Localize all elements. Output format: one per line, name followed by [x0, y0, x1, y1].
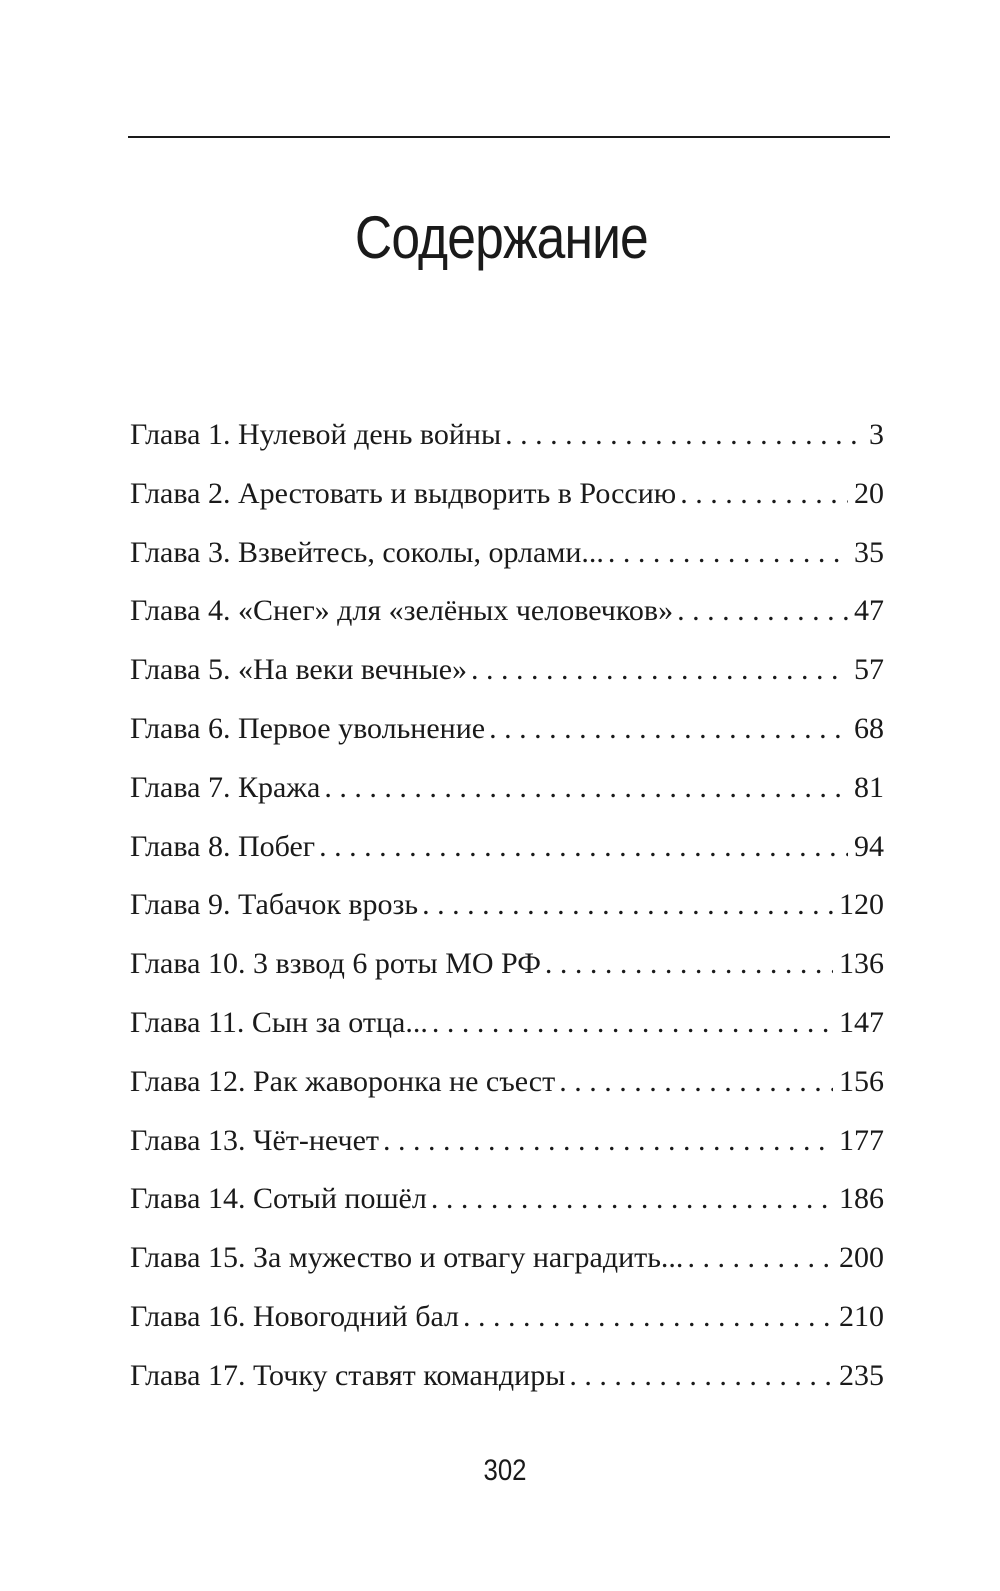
toc-entry[interactable]: [130, 994, 884, 1053]
toc-entry[interactable]: [130, 935, 884, 994]
toc-dot-leader: [319, 818, 848, 877]
toc-entry[interactable]: [130, 876, 884, 935]
toc-entry-title: Глава 9. Табачок врозь: [130, 888, 419, 922]
header-rule: [128, 136, 890, 138]
toc-entry-page: 210: [839, 1299, 884, 1333]
toc-dot-leader: [559, 1053, 833, 1112]
toc-entry-page: 47: [854, 594, 884, 628]
toc-dot-leader: [569, 1347, 833, 1406]
toc-entry-page: 35: [854, 535, 884, 569]
toc-dot-leader: [489, 700, 848, 759]
toc-dot-leader: [432, 994, 833, 1053]
toc-entry-page: 200: [839, 1241, 884, 1275]
table-of-contents: [130, 406, 884, 1406]
toc-entry[interactable]: [130, 1347, 884, 1406]
toc-entry[interactable]: [130, 818, 884, 877]
toc-entry-title: Глава 12. Рак жаворонка не съест: [130, 1064, 556, 1098]
toc-entry-title: Глава 14. Сотый пошёл: [130, 1182, 427, 1216]
toc-entry-page: 81: [854, 770, 884, 804]
toc-dot-leader: [545, 935, 833, 994]
toc-entry-title: Глава 13. Чёт-нечет: [130, 1123, 380, 1157]
toc-entry-title: Глава 4. «Снег» для «зелёных человечков»: [130, 594, 674, 628]
toc-dot-leader: [383, 1112, 833, 1171]
toc-entry-title: Глава 11. Сын за отца...: [130, 1005, 428, 1039]
toc-entry[interactable]: [130, 1288, 884, 1347]
toc-dot-leader: [422, 876, 833, 935]
page-number: 302: [483, 1454, 527, 1487]
toc-entry-title: Глава 6. Первое увольнение: [130, 711, 486, 745]
toc-entry[interactable]: [130, 641, 884, 700]
toc-dot-leader: [431, 1170, 833, 1229]
toc-entry-page: 147: [839, 1005, 884, 1039]
toc-dot-leader: [677, 582, 848, 641]
toc-entry[interactable]: [130, 1053, 884, 1112]
toc-dot-leader: [680, 465, 848, 524]
toc-entry-title: Глава 15. За мужество и отвагу наградить...: [130, 1241, 684, 1275]
toc-entry[interactable]: [130, 582, 884, 641]
toc-entry-title: Глава 8. Побег: [130, 829, 316, 863]
toc-entry-page: 94: [854, 829, 884, 863]
toc-entry-page: 177: [839, 1123, 884, 1157]
toc-entry-page: 235: [839, 1358, 884, 1392]
toc-entry-page: 136: [839, 947, 884, 981]
toc-entry[interactable]: [130, 1112, 884, 1171]
toc-dot-leader: [608, 524, 848, 583]
page-title: Содержание: [354, 204, 648, 272]
toc-entry-title: Глава 7. Кража: [130, 770, 321, 804]
toc-dot-leader: [471, 641, 848, 700]
toc-entry[interactable]: [130, 1170, 884, 1229]
toc-entry[interactable]: [130, 406, 884, 465]
toc-dot-leader: [463, 1288, 833, 1347]
toc-entry-title: Глава 17. Точку ставят командиры: [130, 1358, 566, 1392]
toc-entry[interactable]: [130, 1229, 884, 1288]
toc-dot-leader: [324, 759, 848, 818]
toc-entry-title: Глава 5. «На веки вечные»: [130, 653, 468, 687]
toc-entry-title: Глава 16. Новогодний бал: [130, 1299, 460, 1333]
toc-entry-page: 20: [854, 476, 884, 510]
toc-entry-page: 120: [839, 888, 884, 922]
toc-entry[interactable]: [130, 759, 884, 818]
toc-entry[interactable]: [130, 700, 884, 759]
toc-entry[interactable]: [130, 524, 884, 583]
toc-entry-page: 156: [839, 1064, 884, 1098]
toc-entry-title: Глава 2. Арестовать и выдворить в Россию: [130, 476, 677, 510]
toc-entry-page: 186: [839, 1182, 884, 1216]
toc-entry-title: Глава 1. Нулевой день войны: [130, 418, 502, 451]
toc-entry-page: 57: [854, 653, 884, 687]
toc-entry-page: 68: [854, 711, 884, 745]
toc-entry-page: 3: [869, 418, 884, 451]
toc-dot-leader: [687, 1229, 833, 1288]
toc-entry[interactable]: [130, 465, 884, 524]
toc-entry-title: Глава 3. Взвейтесь, соколы, орлами...: [130, 535, 604, 569]
toc-dot-leader: [505, 406, 863, 465]
toc-entry-title: Глава 10. 3 взвод 6 роты МО РФ: [130, 947, 541, 981]
